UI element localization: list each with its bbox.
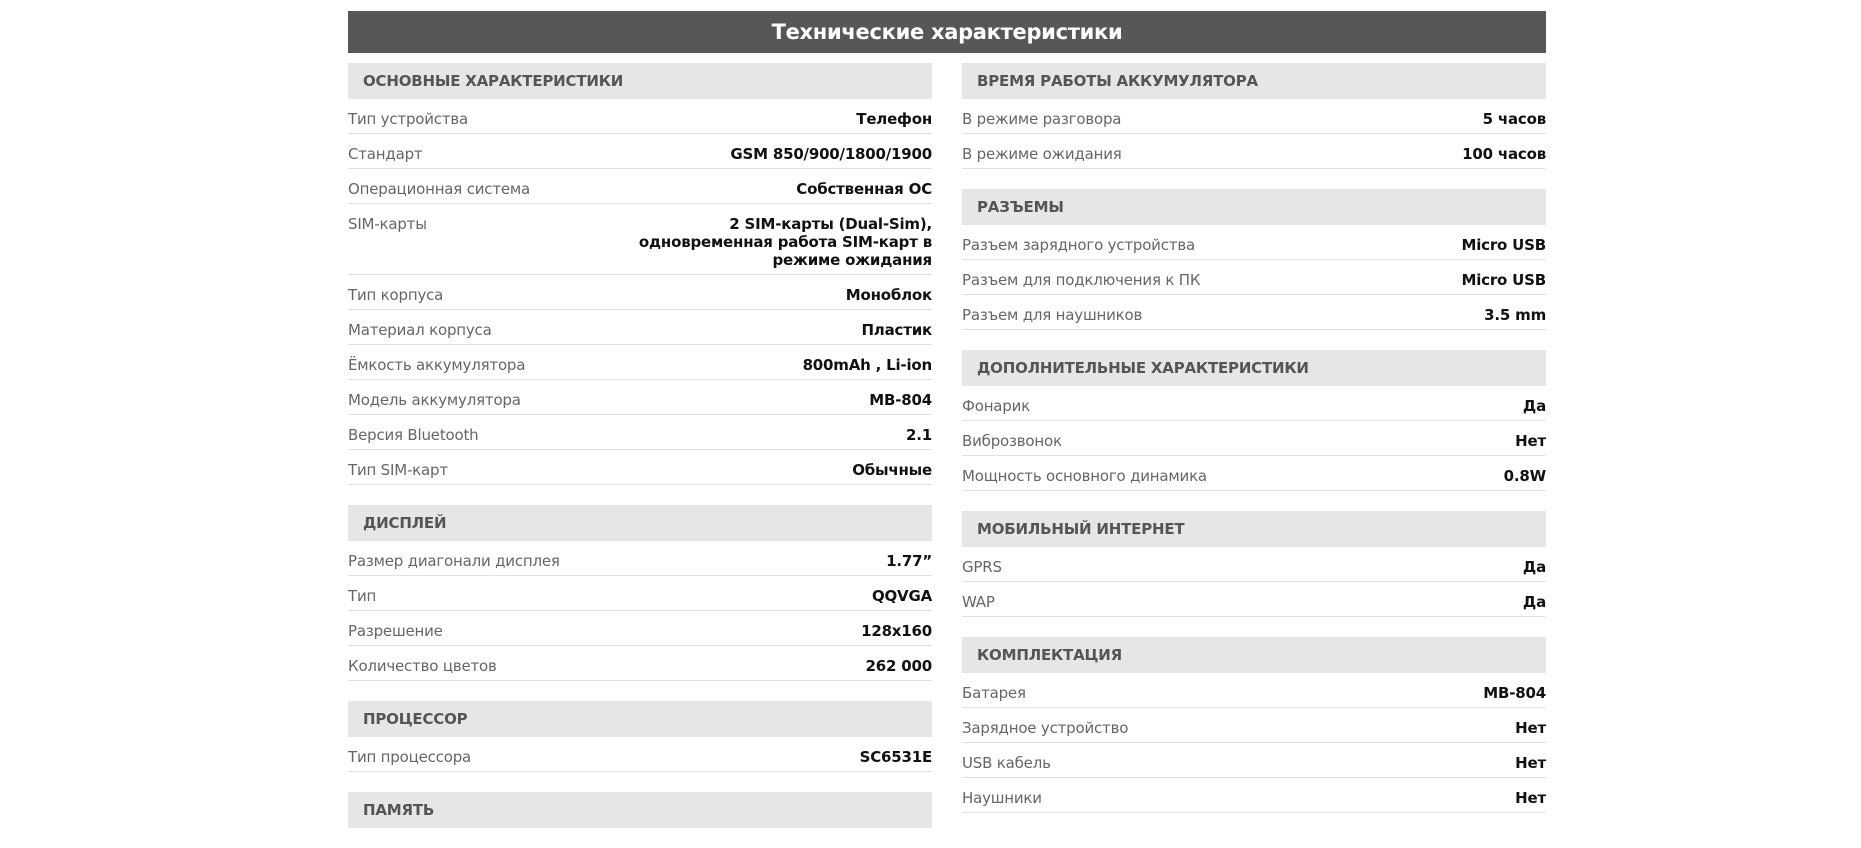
spec-label: Материал корпуса [348,321,492,339]
spec-row [962,456,1546,491]
spec-row [348,204,932,275]
spec-label: Тип [348,587,377,605]
spec-row [348,99,932,134]
spec-row [962,386,1546,421]
section-heading: РАЗЪЕМЫ [962,189,1546,225]
spec-row [962,743,1546,778]
spec-row [962,99,1546,134]
spec-value: Собственная ОС [796,180,932,198]
spec-row [348,576,932,611]
spec-row [962,778,1546,813]
spec-value: MB-804 [869,391,932,409]
spec-row [348,380,932,415]
spec-section [962,189,1546,330]
spec-value: GSM 850/900/1800/1900 [730,145,932,163]
spec-value: Нет [1515,719,1546,737]
spec-label: Батарея [962,684,1026,702]
spec-label: Тип корпуса [348,286,444,304]
section-heading: ОСНОВНЫЕ ХАРАКТЕРИСТИКИ [348,63,932,99]
spec-label: Размер диагонали дисплея [348,552,560,570]
spec-label: В режиме ожидания [962,145,1122,163]
spec-section [348,792,932,828]
spec-row [348,345,932,380]
spec-row [962,134,1546,169]
spec-row [348,611,932,646]
spec-row [348,415,932,450]
spec-value: Да [1522,593,1546,611]
spec-value: 5 часов [1482,110,1546,128]
spec-row [962,421,1546,456]
spec-label: Тип процессора [348,748,472,766]
spec-section [962,350,1546,491]
spec-value: Обычные [852,461,932,479]
spec-label: Разъем зарядного устройства [962,236,1195,254]
spec-value: Моноблок [845,286,932,304]
specs-panel [348,11,1546,848]
spec-value: SC6531E [859,748,932,766]
spec-value: 1.77” [886,552,932,570]
spec-row [348,310,932,345]
section-heading: ВРЕМЯ РАБОТЫ АККУМУЛЯТОРА [962,63,1546,99]
spec-value: 0.8W [1503,467,1546,485]
section-heading: ДИСПЛЕЙ [348,505,932,541]
spec-value: 100 часов [1462,145,1546,163]
spec-label: USB кабель [962,754,1051,772]
spec-label: Тип устройства [348,110,469,128]
spec-row [962,295,1546,330]
spec-row [348,737,932,772]
spec-value: 800mAh , Li-ion [802,356,932,374]
spec-value: 2 SIM-карты (Dual-Sim), одновременная работа SIM-карт в режиме ожидания [638,215,932,269]
spec-label: Виброзвонок [962,432,1062,450]
spec-label: SIM-карты [348,215,427,233]
spec-value: Micro USB [1461,236,1546,254]
section-heading: ДОПОЛНИТЕЛЬНЫЕ ХАРАКТЕРИСТИКИ [962,350,1546,386]
spec-value: Да [1522,558,1546,576]
spec-value: 262 000 [865,657,932,675]
spec-value: 2.1 [906,426,932,444]
section-heading: ПРОЦЕССОР [348,701,932,737]
spec-label: Мощность основного динамика [962,467,1207,485]
spec-value: Micro USB [1461,271,1546,289]
spec-row [962,547,1546,582]
spec-section [348,63,932,485]
section-heading: ПАМЯТЬ [348,792,932,828]
specs-column-left [348,63,932,848]
spec-value: MB-804 [1483,684,1546,702]
spec-value: Да [1522,397,1546,415]
spec-label: Количество цветов [348,657,497,675]
spec-value: Пластик [861,321,932,339]
spec-label: Разъем для наушников [962,306,1143,324]
spec-section [348,701,932,772]
spec-row [348,450,932,485]
spec-section [962,63,1546,169]
spec-section [962,511,1546,617]
spec-row [962,225,1546,260]
spec-row [962,708,1546,743]
spec-label: Наушники [962,789,1042,807]
spec-row [348,646,932,681]
spec-value: Нет [1515,432,1546,450]
spec-value: Нет [1515,789,1546,807]
spec-label: Зарядное устройство [962,719,1129,737]
spec-label: Стандарт [348,145,423,163]
section-heading: КОМПЛЕКТАЦИЯ [962,637,1546,673]
spec-row [348,169,932,204]
spec-label: WAP [962,593,995,611]
spec-row [348,541,932,576]
spec-label: В режиме разговора [962,110,1122,128]
spec-value: Нет [1515,754,1546,772]
spec-label: Версия Bluetooth [348,426,479,444]
spec-row [962,673,1546,708]
spec-row [348,275,932,310]
spec-value: 128x160 [861,622,932,640]
spec-label: Тип SIM-карт [348,461,448,479]
spec-label: Модель аккумулятора [348,391,521,409]
spec-row [962,582,1546,617]
section-heading: МОБИЛЬНЫЙ ИНТЕРНЕТ [962,511,1546,547]
spec-row [962,260,1546,295]
spec-section [348,505,932,681]
spec-value: QQVGA [871,587,932,605]
spec-label: Разъем для подключения к ПК [962,271,1201,289]
spec-section [962,637,1546,813]
specs-column-right [962,63,1546,848]
spec-label: Фонарик [962,397,1031,415]
spec-value: 3.5 mm [1484,306,1546,324]
spec-label: Ёмкость аккумулятора [348,356,526,374]
spec-label: GPRS [962,558,1002,576]
spec-label: Разрешение [348,622,443,640]
spec-label: Операционная система [348,180,531,198]
spec-value: Телефон [856,110,932,128]
specs-title: Технические характеристики [348,11,1546,53]
spec-row [348,134,932,169]
